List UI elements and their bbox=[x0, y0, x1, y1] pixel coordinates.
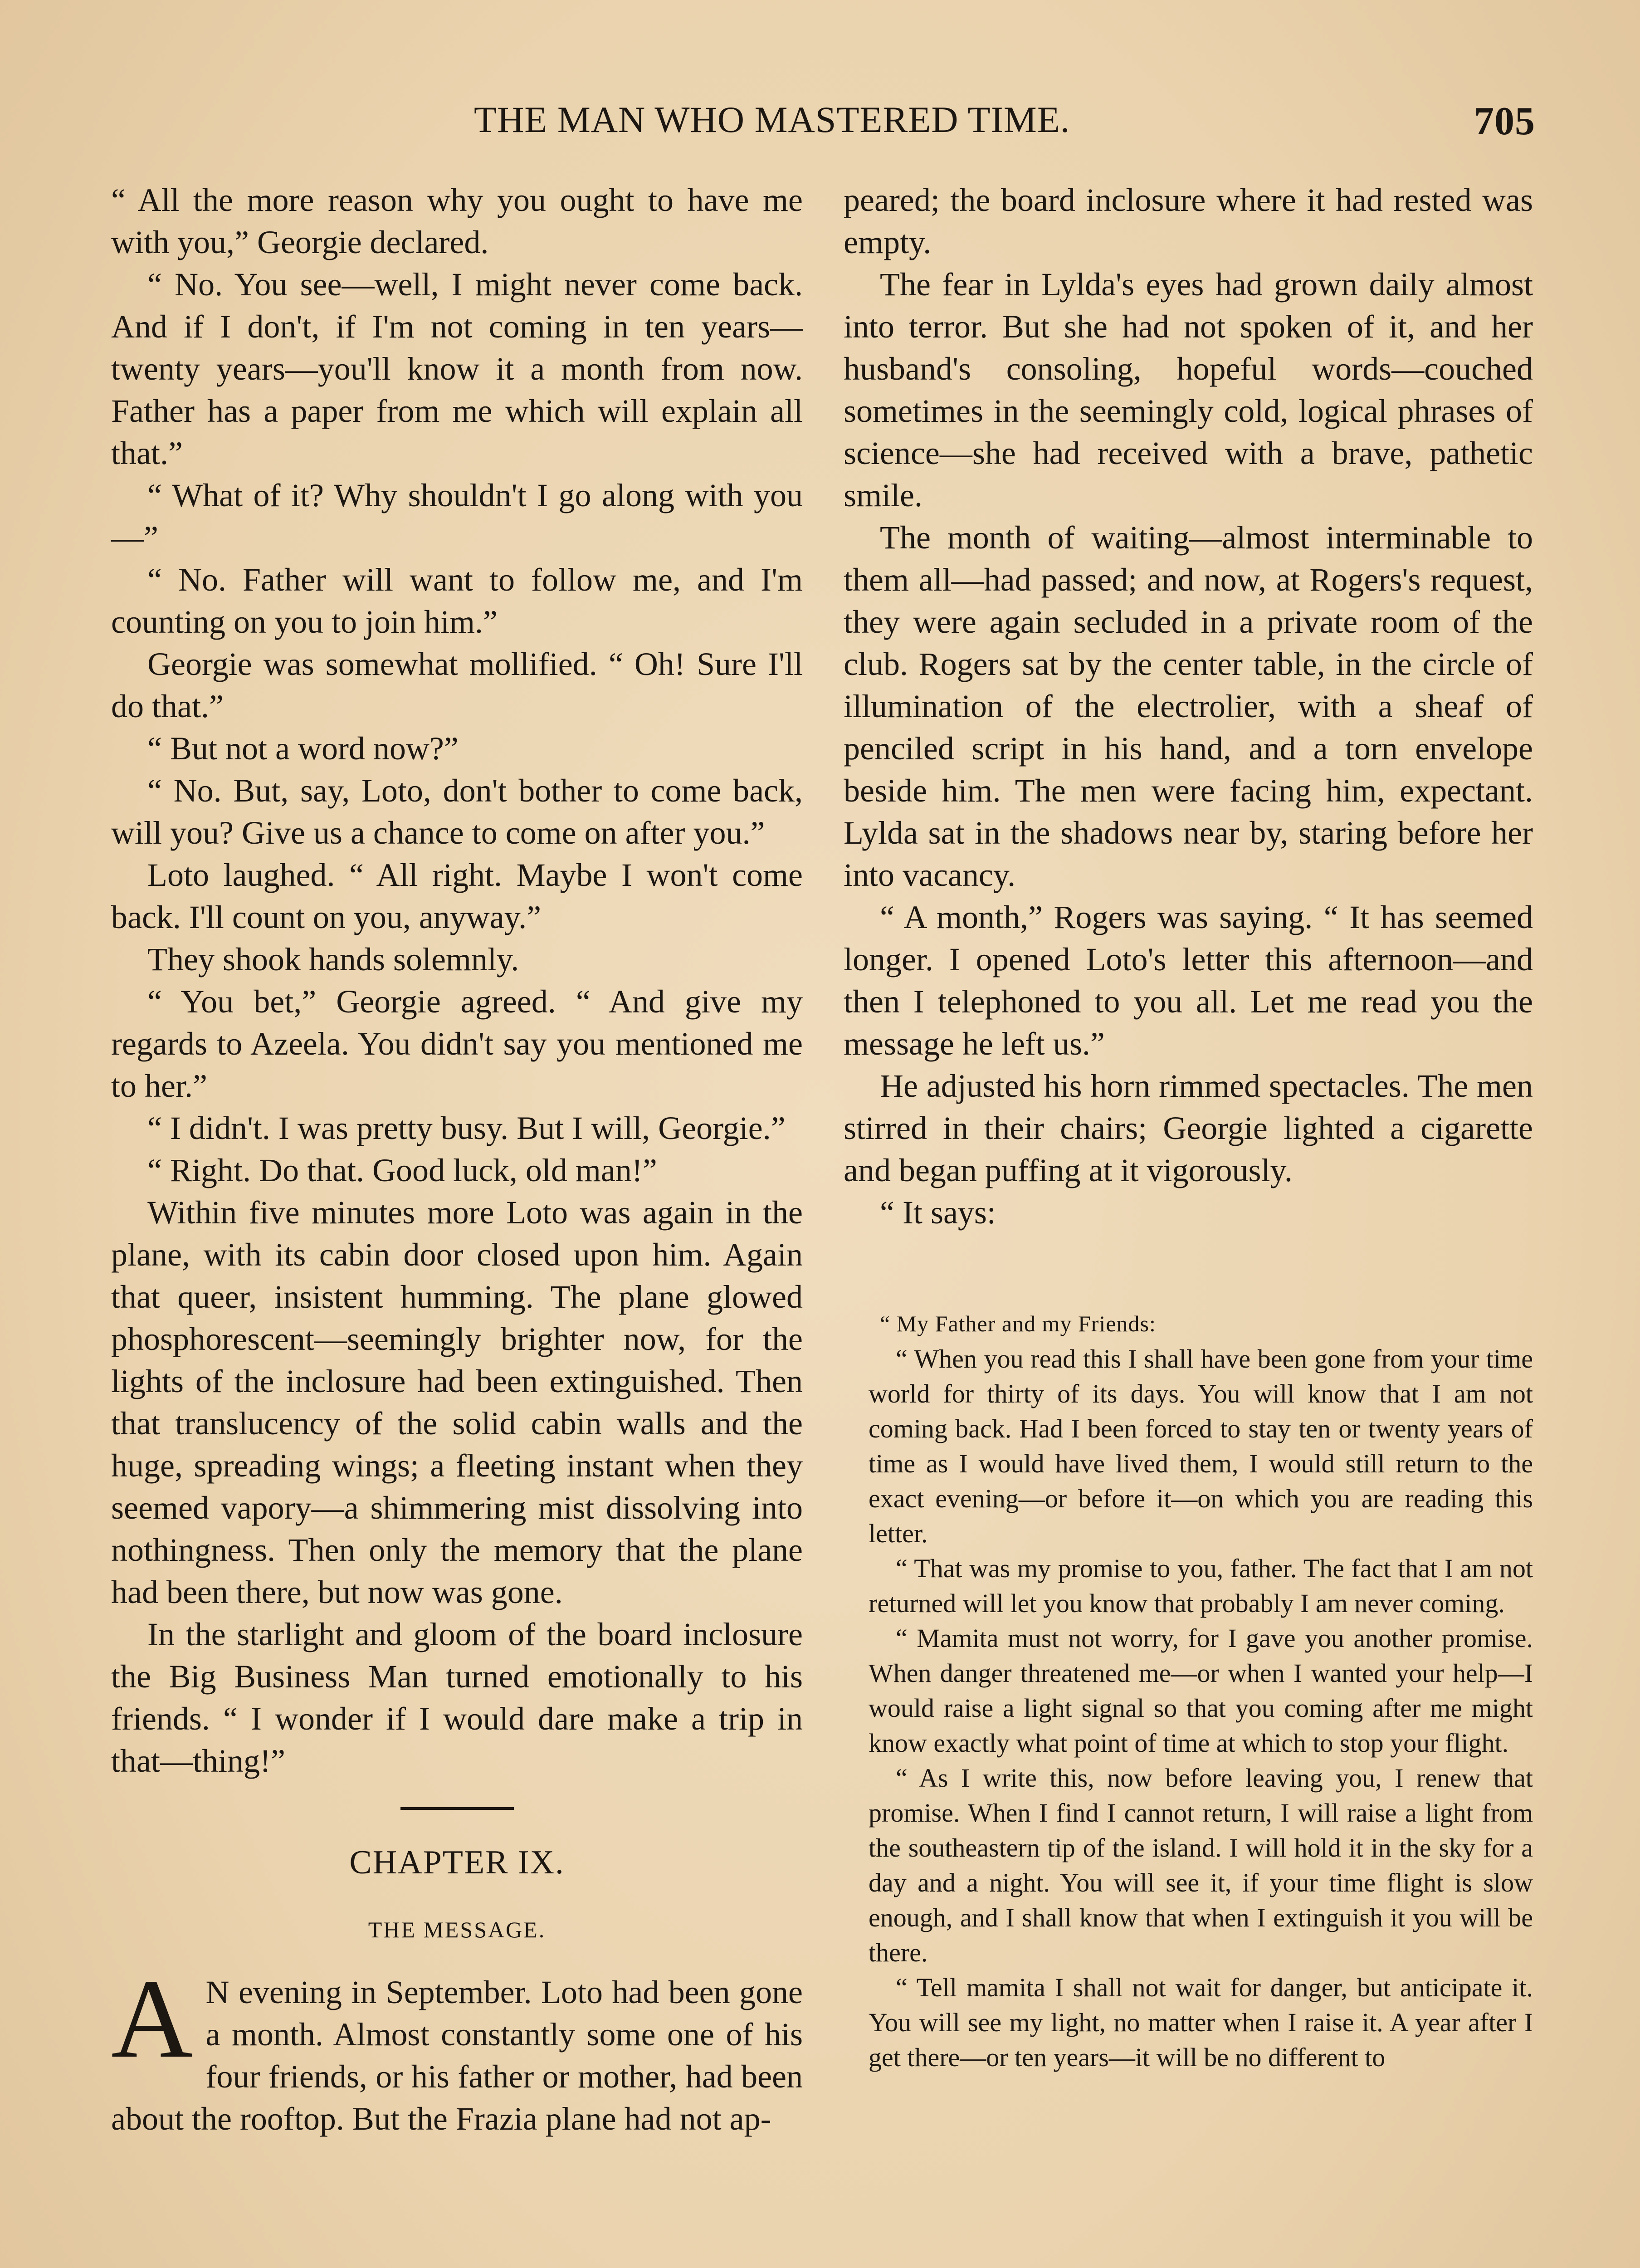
paragraph: The fear in Lylda's eyes had grown daily almost into terror. But she had not spoken of it, and her husband's consoling, hopeful words—couched sometimes in the seemingly cold, logical phrases of science—she had received with a brave, pathetic smile. bbox=[844, 266, 1533, 513]
left-column bbox=[111, 179, 803, 2140]
chapter-title: CHAPTER IX. bbox=[349, 1844, 565, 1881]
chapter-opening-text: N evening in September. Loto had been gone a month. Almost constantly some one of his four friends, or his father or mother, had been about the rooftop. But the Frazia plane had not ap- bbox=[111, 1974, 803, 2137]
paragraph: “ You bet,” Georgie agreed. “ And give my regards to Azeela. You didn't say you mentioned me to her.” bbox=[111, 983, 803, 1104]
paragraph: Loto laughed. “ All right. Maybe I won't come back. I'll count on you, anyway.” bbox=[111, 857, 803, 935]
paragraph: In the starlight and gloom of the board inclosure the Big Business Man turned emotionally to his friends. “ I wonder if I would dare make a trip in that—thing!” bbox=[111, 1616, 803, 1779]
letter-paragraph: “ When you read this I shall have been gone from your time world for thirty of its days. You will know that I am not coming back. Had I been forced to stay ten or twenty years of time as I would have lived them, I would still return to the exact evening—or before it—on which you are reading this letter. bbox=[869, 1344, 1533, 1548]
letter-paragraph: “ As I write this, now before leaving you, I renew that promise. When I find I cannot return, I will raise a light from the southeastern tip of the island. I will hold it in the sky for a day and a night. You will see it, if your time flight is slow enough, and I shall know that when I extinguish it you will be there. bbox=[869, 1763, 1533, 1967]
paragraph: “ No. Father will want to follow me, and I'm counting on you to join him.” bbox=[111, 562, 803, 640]
paragraph: peared; the board inclosure where it had rested was empty. bbox=[844, 182, 1533, 260]
page-number: 705 bbox=[1474, 99, 1535, 143]
letter-salutation: “ My Father and my Friends: bbox=[880, 1311, 1156, 1336]
paragraph: They shook hands solemnly. bbox=[147, 941, 519, 978]
paragraph: “ All the more reason why you ought to have me with you,” Georgie declared. bbox=[111, 182, 803, 260]
right-column bbox=[844, 179, 1533, 2075]
running-title: THE MAN WHO MASTERED TIME. bbox=[474, 99, 1070, 140]
paragraph: “ A month,” Rogers was saying. “ It has seemed longer. I opened Loto's letter this afternoon—and then I telephoned to you all. Let me read you the message he left us.” bbox=[844, 899, 1533, 1062]
paragraph: Georgie was somewhat mollified. “ Oh! Sure I'll do that.” bbox=[111, 646, 803, 724]
paragraph: “ What of it? Why shouldn't I go along with you—” bbox=[111, 477, 803, 556]
paragraph: “ I didn't. I was pretty busy. But I will, Georgie.” bbox=[147, 1110, 786, 1146]
paragraph: “ No. You see—well, I might never come back. And if I don't, if I'm not coming in ten years—twenty years—you'll know it a month from now. Father has a paper from me which will explain all that.” bbox=[111, 266, 803, 471]
paragraph: Within five minutes more Loto was again in the plane, with its cabin door closed upon him. Again that queer, insistent humming. The plane glowed phosphorescent—seemingly brighter now, for the lights of the inclosure had been extinguished. Then that translucency of the solid cabin walls and the huge, spreading wings; a fleeting instant when they seemed vapory—a shimmering mist dissolving into nothingness. Then only the memory that the plane had been there, but now was gone. bbox=[111, 1194, 803, 1610]
drop-cap: A bbox=[111, 1956, 193, 2082]
paragraph: “ Right. Do that. Good luck, old man!” bbox=[147, 1152, 657, 1188]
section-rule bbox=[400, 1807, 514, 1810]
letter-paragraph: “ Tell mamita I shall not wait for danger, but anticipate it. You will see my light, no matter when I raise it. A year after I get there—or ten years—it will be no different to bbox=[869, 1973, 1533, 2072]
running-header bbox=[111, 93, 1535, 147]
paragraph: The month of waiting—almost interminable to them all—had passed; and now, at Rogers's request, they were again secluded in a private room of the club. Rogers sat by the center table, in the circle of illumination of the electrolier, with a sheaf of penciled script in his hand, and a torn envelope beside him. The men were facing him, expectant. Lylda sat in the shadows near by, staring before her into vacancy. bbox=[844, 519, 1533, 893]
paragraph: “ It says: bbox=[880, 1194, 996, 1231]
chapter-opening-paragraph bbox=[111, 1956, 803, 2140]
paragraph: “ But not a word now?” bbox=[147, 730, 459, 767]
letter-paragraph: “ Mamita must not worry, for I gave you another promise. When danger threatened me—or when I wanted your help—I would raise a light signal so that you coming after me might know exactly what point of time at which to stop your flight. bbox=[869, 1623, 1533, 1758]
paragraph: He adjusted his horn rimmed spectacles. The men stirred in their chairs; Georgie lighted a cigarette and began puffing at it vigorously. bbox=[844, 1068, 1533, 1188]
paragraph: “ No. But, say, Loto, don't bother to come back, will you? Give us a chance to come on after you.” bbox=[111, 772, 803, 851]
chapter-subtitle: THE MESSAGE. bbox=[368, 1917, 546, 1942]
letter-block bbox=[869, 1306, 1533, 2075]
letter-paragraph: “ That was my promise to you, father. The fact that I am not returned will let you know that probably I am never coming. bbox=[869, 1554, 1533, 1618]
